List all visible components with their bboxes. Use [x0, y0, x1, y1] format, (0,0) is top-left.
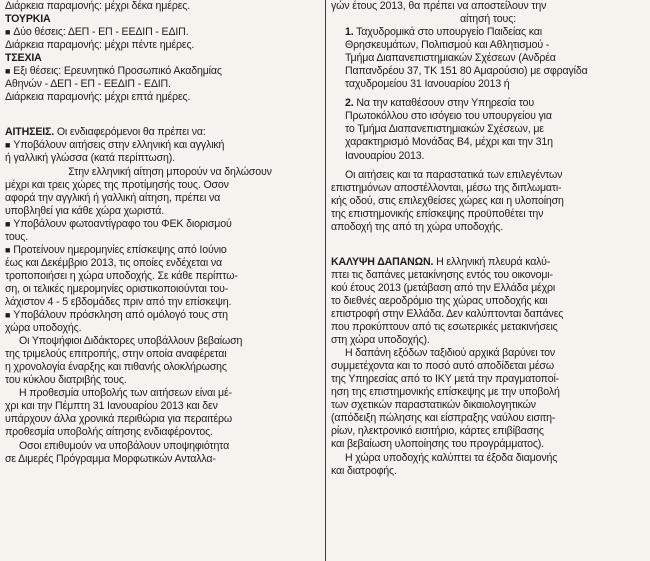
bullet-item: ■ Υποβάλουν φωτοαντίγραφο του ΦΕΚ διορισμού: [5, 218, 321, 231]
costs-heading: ΚΑΛΥΨΗ ΔΑΠΑΝΩΝ.: [331, 255, 434, 268]
turkey-positions: ■ Δύο θέσεις: ΔΕΠ - ΕΠ - ΕΕΔΙΠ - ΕΔΙΠ.: [5, 26, 321, 39]
text-line: το Τμήμα Διαπανεπιστημιακών Σχέσεων, με: [345, 123, 544, 136]
text-line: κής οδού, στις επιλεχθείσες χώρες και η υλοποίηση: [331, 194, 564, 207]
text-line: Η χώρα υποδοχής καλύπτει τα έξοδα διαμονής: [345, 451, 558, 464]
text-line: αποδοχή της από τη χώρα υποδοχής.: [331, 220, 504, 233]
bullet-item: ■ Προτείνουν ημερομηνίες επίσκεψης από Ιούνιο: [5, 244, 321, 257]
text-line: συμμετέχοντα και το ποσό αυτό αποδίδεται μέσω: [331, 360, 554, 373]
bullet-item: ■ Υποβάλουν αιτήσεις στην ελληνική και αγγλική: [5, 139, 321, 152]
text-line: χρι και την Πέμπτη 31 Ιανουαρίου 2013 και δεν: [5, 400, 218, 413]
text-line: τους.: [5, 230, 29, 243]
text-line: και διατροφής.: [331, 464, 397, 477]
text-line: κού έτους 2013 (μετάβαση από την Ελλάδα μέχρι: [331, 281, 556, 294]
text-line: επιστροφή στην Ελλάδα. Δεν καλύπτονται δαπάνες: [331, 307, 564, 320]
text-line: της Υπηρεσίας από το ΙΚΥ μετά την πραγματοποί-: [331, 373, 560, 386]
text-line: Ιανουαρίου 2013.: [345, 149, 425, 162]
text-line: Η προθεσμία υποβολής των αιτήσεων είναι μέ-: [19, 387, 232, 400]
text-line: Στην ελληνική αίτηση μπορούν να δηλώσουν: [68, 165, 272, 178]
text-line: ηση της επιστημονικής επίσκεψης με την υποβολή: [331, 386, 560, 399]
text-line: ή γαλλική γλώσσα (κατά περίπτωση).: [5, 152, 175, 165]
text-line: χαρακτηρισμό Μονάδας Β4, μέχρι και την 31η: [345, 136, 553, 149]
text-line: τροποποιήσει η χώρα υποδοχής. Σε κάθε περίπτω-: [5, 269, 238, 282]
text-line: Οι Υποψήφιοι Διδάκτορες υποβάλλουν βεβαίωση: [19, 335, 243, 348]
country-heading-czech: ΤΣΕΧΙΑ: [5, 52, 42, 65]
text-line: προθεσμία υποβολής αίτησης ενδιαφέροντος.: [5, 426, 213, 439]
czech-duration: Διάρκεια παραμονής: μέχρι επτά ημέρες.: [5, 91, 191, 104]
text-line: Οσοι επιθυμούν να υποβάλουν υποψηφιότητα: [19, 439, 230, 452]
bullet-item: ■ Υποβάλουν πρόσκληση από ομόλογό τους στη: [5, 309, 321, 322]
text-line: το διεθνές αεροδρόμιο της χώρας υποδοχής και: [331, 294, 548, 307]
text-line: αίτησή τους:: [460, 13, 516, 26]
text-line: Παπανδρέου 37, ΤΚ 151 80 Αμαρούσιο) με σφραγίδα: [345, 65, 588, 78]
right-column: [331, 0, 645, 561]
czech-positions-cont: Αθηνών - ΔΕΠ - ΕΠ - ΕΕΔΙΠ - ΕΔΙΠ.: [5, 78, 171, 91]
text-line: χώρα υποδοχής.: [5, 322, 82, 335]
text-line: (απόδειξη πώλησης και είσπραξης ναύλου εισιτη-: [331, 412, 556, 425]
text-line: και βεβαίωση υλοποίησης του προγράμματος).: [331, 438, 544, 451]
numbered-line: [345, 26, 639, 39]
text-line: που προκύπτουν από τις εσωτερικές μετακινήσεις: [331, 321, 558, 334]
numbered-item-2: [331, 97, 645, 162]
text-line: υποβληθεί για κάθε χώρα χωριστά.: [5, 204, 165, 217]
left-column: [5, 0, 321, 561]
numbered-item-1: [331, 26, 645, 91]
text-line: η χρονολογία έναρξης και πιθανής ολοκλήρωσης: [5, 361, 227, 374]
text-line: λάχιστον 4 - 5 εβδομάδες πριν από την επίσκεψη.: [5, 295, 232, 308]
costs-paragraph: [331, 256, 645, 269]
text-line: της επιστημονικής επίσκεψης προϋποθέτει την: [331, 207, 544, 220]
text-line: επιστημόνων αποστέλλονται, μέσω της διπλωματι-: [331, 181, 562, 194]
country-heading-turkey: ΤΟΥΡΚΙΑ: [5, 13, 51, 26]
text-line: μέχρι και τρεις χώρες της προτίμησής τους. Οσον: [5, 178, 229, 191]
item-text: Ταχυδρομικά στο υπουργείο Παιδείας και: [353, 26, 542, 39]
text-line: πτει τις δαπάνες μετακίνησης εντός του οικονομι-: [331, 268, 553, 281]
text-line: των σχετικών παραστατικών δικαιολογητικών: [331, 399, 536, 412]
text-line: Διάρκεια παραμονής: μέχρι δέκα ημέρες.: [5, 0, 191, 12]
text-line: ση, οι τελικές ημερομηνίες οριστικοποιούνται του-: [5, 282, 229, 295]
applications-heading: ΑΙΤΗΣΕΙΣ.: [5, 126, 55, 139]
text-line: ταχυδρομείου 31 Ιανουαρίου 2013 ή: [345, 78, 510, 91]
costs-intro: Η ελληνική πλευρά καλύ-: [433, 255, 551, 268]
applications-paragraph: [5, 126, 321, 139]
czech-positions: ■ Εξι θέσεις: Ερευνητικό Προσωπικό Ακαδημίας: [5, 65, 321, 78]
text-line: Οι αιτήσεις και τα παραστατικά των επιλεγέντων: [345, 168, 563, 181]
text-line: έως και Δεκέμβριο 2013, τις οποίες ενδέχεται να: [5, 256, 222, 269]
numbered-line: [345, 97, 639, 110]
applications-intro: Οι ενδιαφερόμενοι θα πρέπει να:: [54, 126, 206, 139]
text-line: του κύκλου διατριβής τους.: [5, 374, 127, 387]
text-line: Τμήμα Διαπανεπιστημιακών Σχέσεων (Ανδρέα: [345, 52, 556, 65]
item-number: 1.: [345, 26, 354, 39]
text-line: της τριμελούς επιτροπής, στην οποία αναφέρεται: [5, 348, 227, 361]
text-line: Η δαπάνη εξόδων ταξιδιού αρχικά βαρύνει τον: [345, 347, 556, 360]
text-line: Θρησκευμάτων, Πολιτισμού και Αθλητισμού -: [345, 39, 550, 52]
item-number: 2.: [345, 97, 354, 110]
text-line: γών έτους 2013, θα πρέπει να αποστείλουν την: [331, 0, 547, 12]
turkey-duration: Διάρκεια παραμονής: μέχρι πέντε ημέρες.: [5, 39, 195, 52]
text-line: στη χώρα υποδοχής).: [331, 334, 430, 347]
text-line: αφορά την αγγλική ή γαλλική αίτηση, πρέπει να: [5, 191, 221, 204]
column-divider: [325, 0, 326, 561]
item-text: Να την καταθέσουν στην Υπηρεσία του: [353, 97, 535, 110]
text-line: υπάρχουν άλλα χρονικά περιθώρια για περαιτέρω: [5, 413, 233, 426]
text-line: Πρωτοκόλλου στο ισόγειο του υπουργείου για: [345, 110, 552, 123]
text-line: ρίων, ηλεκτρονικό εισιτήριο, κάρτες επιβίβασης: [331, 425, 544, 438]
text-line: σε Διμερές Πρόγραμμα Μορφωτικών Ανταλλα-: [5, 452, 216, 465]
